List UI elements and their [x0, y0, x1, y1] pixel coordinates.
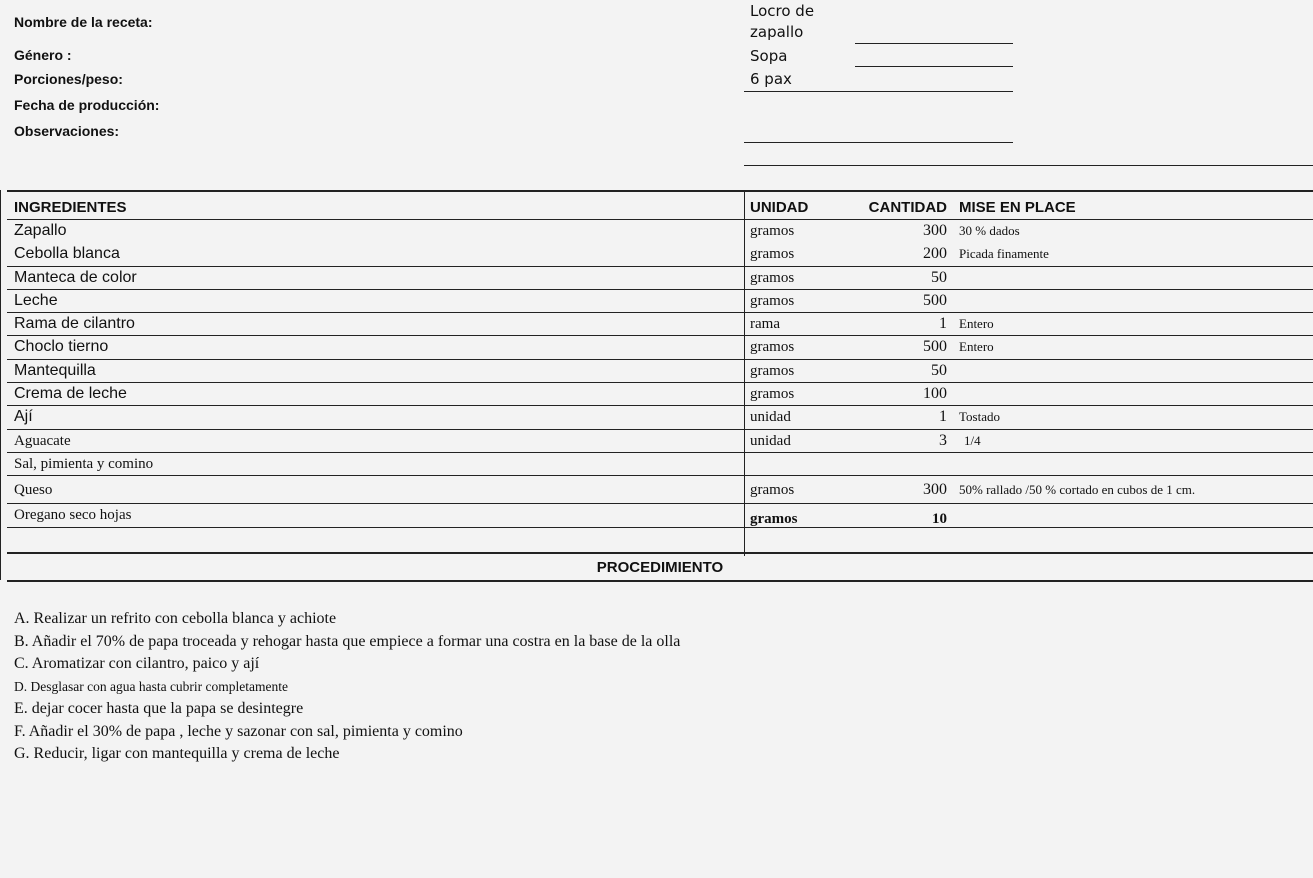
ingredient-quantity: 50 — [931, 361, 947, 379]
recipe-name-value-line2: zapallo — [750, 23, 804, 41]
ingredient-name: Mantequilla — [14, 361, 96, 379]
recipe-name-underline — [855, 43, 1013, 44]
table-row — [7, 476, 1313, 504]
ingredient-name: Leche — [14, 291, 58, 309]
ingredient-unit: rama — [750, 316, 780, 333]
ingredient-quantity: 50 — [931, 268, 947, 286]
procedure-step: E. dejar cocer hasta que la papa se desintegre — [14, 700, 304, 717]
ingredient-mise: Tostado — [959, 409, 1000, 425]
ingredient-unit: gramos — [750, 223, 795, 239]
ingredient-name: Crema de leche — [14, 385, 127, 403]
header-mise-en-place: MISE EN PLACE — [959, 199, 1076, 216]
procedure-step: C. Aromatizar con cilantro, paico y ají — [14, 655, 260, 672]
header-unidad: UNIDAD — [750, 199, 809, 216]
ingredient-name: Zapallo — [14, 222, 67, 239]
ingredient-quantity: 300 — [923, 481, 947, 499]
ingredient-unit: gramos — [750, 269, 795, 286]
ingredient-mise: Entero — [959, 339, 994, 355]
ingredient-name: Queso — [14, 482, 53, 499]
table-row — [7, 360, 1313, 383]
ingredient-mise: 1/4 — [964, 432, 981, 448]
column-divider — [744, 290, 745, 312]
observations-label: Observaciones: — [14, 123, 120, 139]
recipe-name-value-line1: Locro de — [750, 2, 815, 20]
ingredient-quantity: 300 — [923, 222, 947, 239]
ingredients-table — [7, 190, 1313, 556]
column-divider — [744, 243, 745, 265]
column-divider — [744, 383, 745, 405]
recipe-name-label: Nombre de la receta: — [14, 14, 153, 30]
ingredient-quantity: 200 — [923, 245, 947, 263]
genre-value: Sopa — [750, 47, 788, 65]
ingredient-quantity: 1 — [939, 408, 947, 426]
observations-underline-2 — [744, 165, 1313, 166]
column-divider — [744, 267, 745, 289]
portions-label: Porciones/peso: — [14, 71, 123, 87]
procedure-step: G. Reducir, ligar con mantequilla y crema de leche — [14, 745, 340, 762]
ingredient-name: Rama de cilantro — [14, 315, 135, 333]
ingredient-unit: gramos — [750, 362, 795, 379]
header-cantidad: CANTIDAD — [868, 199, 947, 216]
ingredient-unit: unidad — [750, 432, 791, 449]
table-row — [7, 430, 1313, 453]
ingredient-name: Oregano seco hojas — [14, 507, 132, 524]
table-row — [7, 453, 1313, 476]
ingredient-unit: gramos — [750, 339, 795, 356]
ingredient-name: Choclo tierno — [14, 338, 109, 356]
column-divider — [744, 476, 745, 503]
ingredient-mise: 50% rallado /50 % cortado en cubos de 1 cm. — [959, 482, 1196, 498]
column-divider — [744, 360, 745, 382]
table-row — [7, 406, 1313, 429]
observations-underline-1 — [744, 142, 1013, 143]
procedure-steps — [14, 608, 734, 766]
table-row — [7, 267, 1313, 290]
column-divider — [744, 504, 745, 526]
ingredient-quantity: 1 — [939, 315, 947, 333]
ingredient-quantity: 500 — [923, 338, 947, 356]
table-header-row — [7, 192, 1313, 220]
column-divider — [744, 192, 745, 219]
procedure-step: D. Desglasar con agua hasta cubrir completamente — [14, 678, 289, 694]
procedure-title: PROCEDIMIENTO — [7, 552, 1313, 582]
ingredient-mise: 30 % dados — [959, 223, 1020, 238]
ingredient-name: Ají — [14, 408, 33, 426]
ingredient-name: Manteca de color — [14, 268, 137, 286]
ingredient-name: Sal, pimienta y comino — [14, 455, 154, 472]
procedure-step: A. Realizar un refrito con cebolla blanca y achiote — [14, 610, 337, 627]
procedure-step: B. Añadir el 70% de papa troceada y rehogar hasta que empiece a formar una costra en la base de la olla — [14, 632, 681, 650]
ingredient-unit: gramos — [750, 386, 795, 403]
table-row — [7, 220, 1313, 243]
ingredient-quantity: 3 — [939, 431, 947, 449]
column-divider — [744, 336, 745, 358]
table-row — [7, 504, 1313, 527]
ingredient-name: Cebolla blanca — [14, 245, 120, 263]
column-divider — [744, 453, 745, 475]
table-row — [7, 383, 1313, 406]
procedure-step: F. Añadir el 30% de papa , leche y sazonar con sal, pimienta y comino — [14, 722, 463, 740]
ingredient-unit: gramos — [750, 292, 795, 309]
ingredient-mise: Picada finamente — [959, 246, 1049, 262]
header-ingredientes: INGREDIENTES — [14, 199, 127, 216]
column-divider — [744, 430, 745, 452]
table-row — [7, 290, 1313, 313]
column-divider — [744, 406, 745, 428]
genre-label: Género : — [14, 47, 72, 63]
table-left-border — [0, 190, 1, 580]
ingredient-name: Aguacate — [14, 432, 71, 449]
portions-underline — [744, 91, 1013, 92]
ingredient-quantity: 500 — [923, 291, 947, 309]
column-divider — [744, 313, 745, 335]
ingredient-unit: gramos — [750, 246, 795, 263]
column-divider — [744, 220, 745, 243]
production-date-label: Fecha de producción: — [14, 97, 160, 113]
table-row — [7, 336, 1313, 359]
table-row — [7, 313, 1313, 336]
table-row — [7, 243, 1313, 266]
ingredient-mise: Entero — [959, 316, 994, 332]
ingredient-unit: unidad — [750, 409, 791, 426]
ingredient-unit: gramos — [750, 482, 795, 499]
ingredient-unit: gramos — [750, 511, 798, 528]
ingredient-quantity: 10 — [932, 511, 947, 528]
genre-underline — [855, 66, 1013, 67]
ingredient-quantity: 100 — [923, 385, 947, 403]
portions-value: 6 pax — [750, 70, 792, 88]
